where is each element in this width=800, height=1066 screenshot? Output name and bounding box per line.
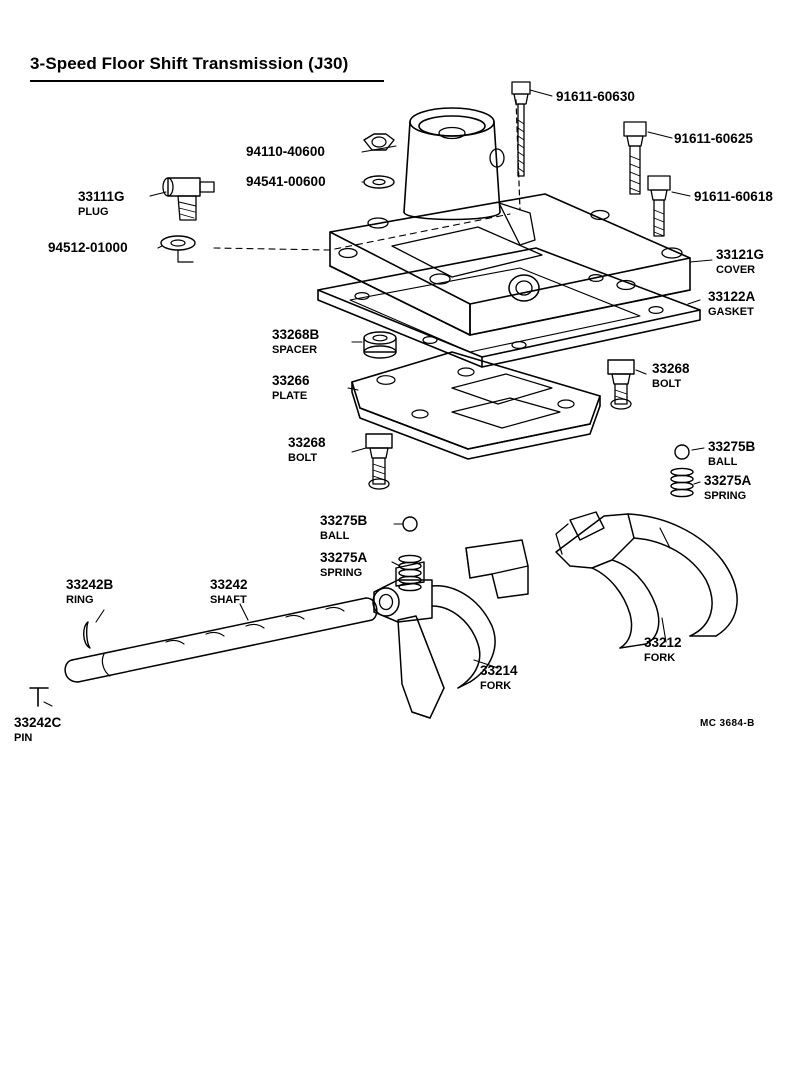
callout-number: 33212 bbox=[644, 635, 682, 650]
callout-number: 33214 bbox=[480, 663, 518, 678]
callout-33275A-right bbox=[704, 474, 751, 503]
callout-91611-60625 bbox=[674, 132, 753, 146]
callout-33275A-mid bbox=[320, 551, 367, 580]
callout-number: 33268 bbox=[652, 361, 690, 376]
callout-number: 91611-60630 bbox=[556, 89, 635, 104]
callout-33212 bbox=[644, 636, 682, 665]
callout-number: 33275A bbox=[320, 550, 368, 565]
callout-desc: PLATE bbox=[272, 389, 308, 402]
callout-desc: FORK bbox=[480, 679, 512, 692]
callout-desc: RING bbox=[66, 593, 94, 606]
callout-number: 91611-60618 bbox=[694, 189, 773, 204]
callout-number: 33275B bbox=[708, 439, 756, 454]
callout-number: 33111G bbox=[78, 189, 125, 204]
callout-33266 bbox=[272, 374, 310, 403]
callout-33268-lower bbox=[288, 436, 326, 465]
callout-desc: BOLT bbox=[652, 377, 682, 390]
callout-desc: SPACER bbox=[272, 343, 318, 356]
callout-number: 33268 bbox=[288, 435, 326, 450]
callout-number: 33275A bbox=[704, 473, 752, 488]
callout-number: 33121G bbox=[716, 247, 765, 262]
callout-33242C bbox=[14, 716, 61, 745]
callout-number: 94512-01000 bbox=[48, 240, 128, 255]
callout-33268-top bbox=[652, 362, 690, 391]
callout-33242 bbox=[210, 578, 248, 607]
callout-number: 33266 bbox=[272, 373, 310, 388]
callout-desc: FORK bbox=[644, 651, 676, 664]
callout-desc: BALL bbox=[708, 455, 738, 468]
callout-desc: SPRING bbox=[320, 566, 363, 579]
callout-91611-60618 bbox=[694, 190, 773, 204]
callout-33214 bbox=[480, 664, 518, 693]
callout-number: 91611-60625 bbox=[674, 131, 753, 146]
callout-33242B bbox=[66, 578, 113, 607]
callout-desc: SHAFT bbox=[210, 593, 247, 606]
callout-desc: PIN bbox=[14, 731, 33, 744]
callout-33268B bbox=[272, 328, 319, 357]
callout-desc: BALL bbox=[320, 529, 350, 542]
callout-desc: GASKET bbox=[708, 305, 754, 318]
callout-94512-01000 bbox=[48, 241, 128, 255]
callout-number: 33268B bbox=[272, 327, 320, 342]
callout-number: 94541-00600 bbox=[246, 174, 326, 189]
callout-33111G bbox=[78, 190, 125, 219]
callout-94110-40600 bbox=[246, 145, 325, 159]
callout-33122A bbox=[708, 290, 755, 319]
callout-33275B-right bbox=[708, 440, 755, 469]
callout-number: 33275B bbox=[320, 513, 368, 528]
callout-desc: COVER bbox=[716, 263, 756, 276]
callout-number: 94110-40600 bbox=[246, 144, 325, 159]
callout-94541-00600 bbox=[246, 175, 326, 189]
callout-number: 33242C bbox=[14, 715, 62, 730]
callout-number: 33242 bbox=[210, 577, 248, 592]
callout-desc: PLUG bbox=[78, 205, 109, 218]
callout-number: 33122A bbox=[708, 289, 756, 304]
diagram-code: MC 3684-B bbox=[700, 718, 755, 729]
callout-number: 33242B bbox=[66, 577, 114, 592]
page-title: 3-Speed Floor Shift Transmission (J30) bbox=[30, 54, 349, 73]
callout-91611-60630 bbox=[556, 90, 635, 104]
callout-desc: SPRING bbox=[704, 489, 747, 502]
callout-33121G bbox=[716, 248, 764, 277]
callout-33275B-mid bbox=[320, 514, 367, 543]
callout-desc: BOLT bbox=[288, 451, 318, 464]
